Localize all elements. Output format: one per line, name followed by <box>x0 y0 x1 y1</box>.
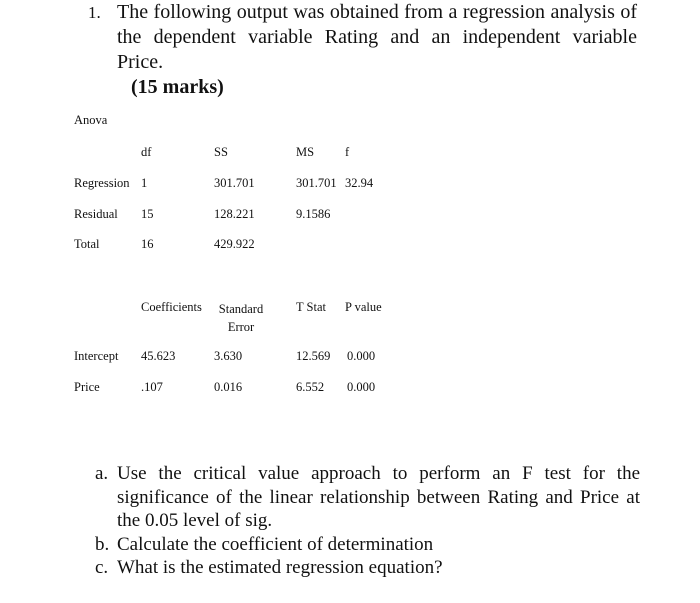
row-label: Intercept <box>74 349 119 363</box>
part-text: What is the estimated regression equation? <box>117 557 443 578</box>
anova-header-df: df <box>141 145 152 159</box>
coef-header-t-stat: T Stat <box>296 300 326 314</box>
f-value: 32.94 <box>345 176 374 190</box>
part-b <box>95 533 640 557</box>
coef-header-coefficients: Coefficients <box>141 300 202 314</box>
df-value: 16 <box>141 237 154 251</box>
t-value: 6.552 <box>296 380 325 394</box>
ss-value: 429.922 <box>214 237 255 251</box>
part-c <box>95 556 640 580</box>
anova-title: Anova <box>74 113 108 127</box>
part-text: Calculate the coefficient of determination <box>117 533 434 555</box>
ms-value: 9.1586 <box>296 207 331 221</box>
part-a <box>95 462 640 533</box>
df-value: 15 <box>141 207 154 221</box>
row-label: Residual <box>74 207 118 221</box>
t-value: 12.569 <box>296 349 331 363</box>
question-text: The following output was obtained from a regression analysis of the dependent variable Rating and an independent variable Price. <box>117 1 637 73</box>
anova-header-ms: MS <box>296 145 315 159</box>
row-label: Total <box>74 237 100 251</box>
ms-value: 301.701 <box>296 176 337 190</box>
part-text: Use the critical value approach to perform an F test for the significance of the linear relationship between Rating and Price at the 0.05 level of sig. <box>117 463 640 531</box>
part-label: c. <box>95 557 109 578</box>
row-label: Regression <box>74 176 130 190</box>
part-label: b. <box>95 533 110 555</box>
coef-value: 45.623 <box>141 349 176 363</box>
question-marks: (15 marks) <box>131 76 224 98</box>
se-value: 3.630 <box>214 349 243 363</box>
se-value: 0.016 <box>214 380 243 394</box>
anova-header-f: f <box>345 145 350 159</box>
coef-header-p-value: P value <box>345 300 382 314</box>
anova-header-ss: SS <box>214 145 228 159</box>
question-number: 1. <box>88 3 101 22</box>
p-value: 0.000 <box>347 380 376 394</box>
sub-questions <box>95 462 640 580</box>
ss-value: 301.701 <box>214 176 255 190</box>
df-value: 1 <box>141 176 148 190</box>
p-value: 0.000 <box>347 349 376 363</box>
coef-header-standard-error: Standard Error <box>218 302 264 334</box>
part-label: a. <box>95 463 109 484</box>
coef-value: .107 <box>141 380 163 394</box>
ss-value: 128.221 <box>214 207 255 221</box>
row-label: Price <box>74 380 100 394</box>
